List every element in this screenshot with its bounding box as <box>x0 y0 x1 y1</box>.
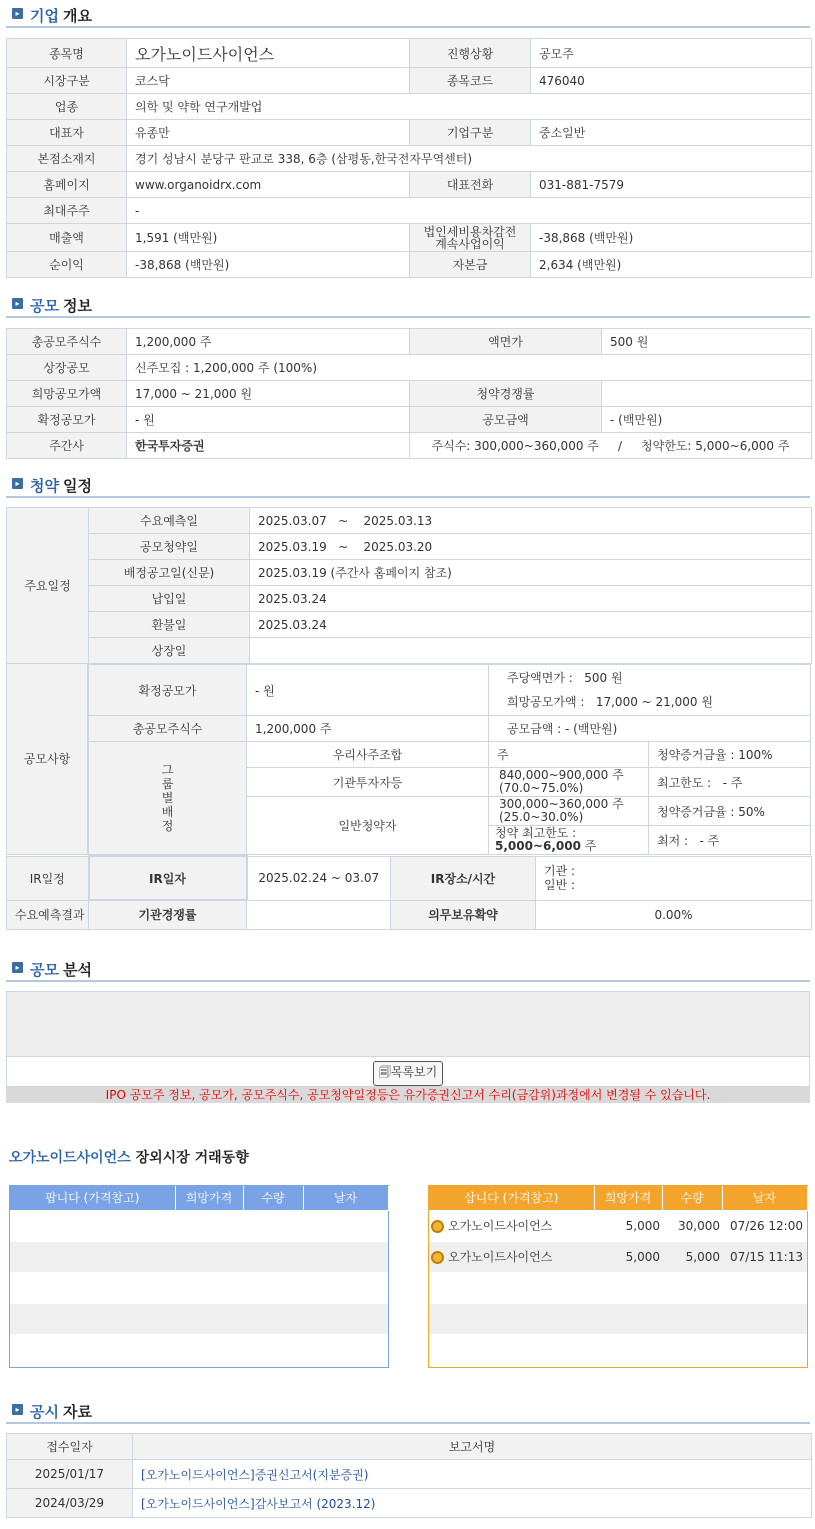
label-total-shares-2: 총공모주식수 <box>89 716 247 742</box>
arrow-bullet-icon: ▸ <box>12 8 23 19</box>
refund-date: 2025.03.24 <box>250 612 812 638</box>
label-offer-details: 공모사항 <box>6 663 88 855</box>
label-industry: 업종 <box>7 94 127 120</box>
label-offer-amount: 공모금액 <box>410 407 602 433</box>
disclosure-link[interactable]: [오가노이드사이언스]감사보고서 (2023.12) <box>133 1489 812 1518</box>
retail-limit-label: 청약 최고한도 : <box>495 826 577 840</box>
ir-place-inst: 기관 : <box>544 864 576 878</box>
label-demand-result: 수요예측결과 <box>7 900 89 929</box>
progress-status: 공모주 <box>531 39 812 68</box>
capital: 2,634 (백만원) <box>531 252 812 278</box>
label-market: 시장구분 <box>7 68 127 94</box>
table-row <box>429 1272 807 1303</box>
label-revenue: 매출액 <box>7 224 127 252</box>
group-retail-shares: 300,000~360,000 주 (25.0~30.0%) <box>489 797 649 826</box>
par-value-2: 주당액면가 : 500 원 <box>507 671 623 685</box>
market-type: 코스닥 <box>127 68 410 94</box>
final-price-2: - 원 <box>247 665 489 716</box>
section-title-accent: 공시 <box>30 1403 59 1421</box>
sell-header-name: 팝니다 (가격참고) <box>10 1186 175 1210</box>
buy-row-price: 5,000 <box>594 1210 662 1241</box>
table-row[interactable] <box>429 1241 807 1272</box>
notice-text: IPO 공모주 정보, 공모가, 공모주식수, 공모청약일정등은 유가증권신고서 수리(금감위)과정에서 변경될 수 있습니다. <box>6 1087 810 1103</box>
stock-code: 476040 <box>531 68 812 94</box>
sell-table <box>10 1186 389 1335</box>
label-refund-date: 환불일 <box>89 612 250 638</box>
label-ir-date: IR일자 <box>89 856 247 900</box>
listing-offer: 신주모집 : 1,200,000 주 (100%) <box>127 355 812 381</box>
label-stock-code: 종목코드 <box>410 68 531 94</box>
group-employee-shares: 주 <box>489 742 649 768</box>
label-total-shares: 총공모주식수 <box>7 329 127 355</box>
buy-row-date: 07/15 11:13 <box>722 1241 807 1272</box>
label-stock-name: 종목명 <box>7 39 127 68</box>
group-institutional-limit: 최고한도 : - 주 <box>649 768 811 797</box>
revenue: 1,591 (백만원) <box>127 224 410 252</box>
section-title: 개요 <box>62 7 92 25</box>
offering-info-table <box>6 328 812 459</box>
offer-details-table <box>88 664 811 855</box>
document-icon: 🗐 <box>378 1065 391 1079</box>
label-ir-schedule: IR일정 <box>7 856 89 900</box>
section-header-offering <box>6 292 810 318</box>
label-pretax-income: 법인세비용차감전 계속사업이익 <box>410 224 531 252</box>
table-row <box>10 1241 388 1272</box>
otc-title <box>9 1147 249 1167</box>
section-header-disclosure <box>6 1398 810 1424</box>
disclosure-date: 2025/01/17 <box>7 1460 133 1489</box>
total-shares-2: 1,200,000 주 <box>247 716 489 742</box>
buy-row-price: 5,000 <box>594 1241 662 1272</box>
par-hope-cell <box>489 665 811 716</box>
medal-icon <box>431 1251 444 1264</box>
ceo: 유종만 <box>127 120 410 146</box>
label-major-shareholder: 최대주주 <box>7 198 127 224</box>
list-view-label: 목록보기 <box>390 1065 438 1079</box>
sell-panel <box>9 1185 389 1368</box>
demand-forecast-date: 2025.03.07 ~ 2025.03.13 <box>250 508 812 534</box>
buy-row-qty: 30,000 <box>662 1210 722 1241</box>
table-row[interactable] <box>429 1210 807 1241</box>
group-employee-deposit: 청약증거금율 : 100% <box>649 742 811 768</box>
ir-place <box>536 856 812 900</box>
group-retail-limit <box>489 826 649 855</box>
sell-header-date: 날자 <box>303 1186 388 1210</box>
label-inst-competition: 기관경쟁률 <box>89 900 247 929</box>
section-title: 정보 <box>62 297 92 315</box>
major-shareholder: - <box>127 198 812 224</box>
table-row <box>429 1303 807 1334</box>
disclosure-link[interactable]: [오가노이드사이언스]증권신고서(지분증권) <box>133 1460 812 1489</box>
net-income: -38,868 (백만원) <box>127 252 410 278</box>
section-header-schedule <box>6 472 810 498</box>
sell-header-price: 희망가격 <box>175 1186 243 1210</box>
disclosure-header-title: 보고서명 <box>133 1434 812 1460</box>
label-progress: 진행상황 <box>410 39 531 68</box>
section-header-analysis <box>6 956 810 982</box>
underwriter-detail: 주식수: 300,000~360,000 주 / 청약한도: 5,000~6,000 주 <box>410 433 812 459</box>
sell-header-qty: 수량 <box>243 1186 303 1210</box>
medal-icon <box>431 1220 444 1233</box>
label-subscription-date: 공모청약일 <box>89 534 250 560</box>
buy-row-name[interactable]: 오가노이드사이언스 <box>448 1219 553 1233</box>
section-title-accent: 공모 <box>30 297 59 315</box>
label-homepage: 홈페이지 <box>7 172 127 198</box>
ir-place-retail: 일반 : <box>544 878 576 892</box>
label-hope-price: 희망공모가액 <box>7 381 127 407</box>
button-bar <box>6 1057 810 1087</box>
label-main-schedule: 주요일정 <box>7 508 89 664</box>
section-title: 자료 <box>62 1403 92 1421</box>
label-capital: 자본금 <box>410 252 531 278</box>
label-listing-offer: 상장공모 <box>7 355 127 381</box>
arrow-bullet-icon: ▸ <box>12 962 23 973</box>
label-phone: 대표전화 <box>410 172 531 198</box>
section-header-company <box>6 2 810 28</box>
label-group-allocation: 그 룹 별 배 정 <box>89 742 247 855</box>
analysis-box <box>6 991 810 1057</box>
section-title-accent: 공모 <box>30 961 59 979</box>
disclosure-date: 2024/03/29 <box>7 1489 133 1518</box>
label-company-type: 기업구분 <box>410 120 531 146</box>
label-listing-date: 상장일 <box>89 638 250 664</box>
label-final-price-2: 확정공모가 <box>89 665 247 716</box>
label-par-value: 액면가 <box>410 329 602 355</box>
disclosure-header-date: 접수일자 <box>7 1434 133 1460</box>
list-view-button[interactable] <box>373 1061 443 1086</box>
listing-date <box>250 638 812 664</box>
final-price: - 원 <box>127 407 410 433</box>
label-allocation-date: 배정공고일(신문) <box>89 560 250 586</box>
ir-table <box>6 855 812 930</box>
buy-row-date: 07/26 12:00 <box>722 1210 807 1241</box>
disclosure-table <box>6 1433 812 1518</box>
payment-date: 2025.03.24 <box>250 586 812 612</box>
buy-panel <box>428 1185 808 1368</box>
retail-limit-unit: 주 <box>580 839 597 853</box>
otc-title-rest: 장외시장 거래동향 <box>130 1150 249 1166</box>
hope-price: 17,000 ~ 21,000 원 <box>127 381 410 407</box>
offer-amount-2: 공모금액 : - (백만원) <box>489 716 811 742</box>
par-value: 500 원 <box>602 329 812 355</box>
main-schedule-table <box>6 507 812 664</box>
company-overview-table <box>6 38 812 278</box>
group-institutional-shares: 840,000~900,000 주 (70.0~75.0%) <box>489 768 649 797</box>
buy-table <box>429 1186 808 1335</box>
table-row <box>10 1210 388 1241</box>
allocation-date: 2025.03.19 (주간사 홈페이지 참조) <box>250 560 812 586</box>
group-institutional: 기관투자자등 <box>247 768 489 797</box>
industry: 의학 및 약학 연구개발업 <box>127 94 812 120</box>
buy-header-qty: 수량 <box>662 1186 722 1210</box>
label-net-income: 순이익 <box>7 252 127 278</box>
section-title: 분석 <box>62 961 92 979</box>
competition-rate <box>602 381 812 407</box>
group-retail-min: 최저 : - 주 <box>649 826 811 855</box>
address: 경기 성남시 분당구 판교로 338, 6층 (삼평동,한국전자무역센터) <box>127 146 812 172</box>
label-payment-date: 납입일 <box>89 586 250 612</box>
total-shares: 1,200,000 주 <box>127 329 410 355</box>
company-type: 중소일반 <box>531 120 812 146</box>
table-row <box>10 1303 388 1334</box>
subscription-date: 2025.03.19 ~ 2025.03.20 <box>250 534 812 560</box>
homepage-link[interactable]: www.organoidrx.com <box>127 172 410 198</box>
lockup-rate: 0.00% <box>536 900 812 929</box>
group-retail: 일반청약자 <box>247 797 489 855</box>
pretax-income: -38,868 (백만원) <box>531 224 812 252</box>
label-final-price: 확정공모가 <box>7 407 127 433</box>
retail-limit-value: 5,000~6,000 <box>495 839 581 853</box>
label-address: 본점소재지 <box>7 146 127 172</box>
section-title: 일정 <box>62 477 92 495</box>
ir-date: 2025.02.24 ~ 03.07 <box>247 856 391 900</box>
offer-amount: - (백만원) <box>602 407 812 433</box>
arrow-bullet-icon: ▸ <box>12 1404 23 1415</box>
arrow-bullet-icon: ▸ <box>12 298 23 309</box>
phone: 031-881-7579 <box>531 172 812 198</box>
section-title-accent: 청약 <box>30 477 59 495</box>
buy-header-name: 삽니다 (가격참고) <box>429 1186 594 1210</box>
section-title-accent: 기업 <box>30 7 59 25</box>
label-lockup: 의무보유확약 <box>391 900 536 929</box>
underwriter: 한국투자증권 <box>127 433 410 459</box>
buy-row-name[interactable]: 오가노이드사이언스 <box>448 1250 553 1264</box>
stock-name: 오가노이드사이언스 <box>127 39 410 68</box>
label-ir-place: IR장소/시간 <box>391 856 536 900</box>
inst-competition <box>247 900 391 929</box>
otc-title-company: 오가노이드사이언스 <box>9 1150 131 1166</box>
hope-price-2: 희망공모가액 : 17,000 ~ 21,000 원 <box>507 695 713 709</box>
table-row <box>10 1272 388 1303</box>
label-demand-forecast: 수요예측일 <box>89 508 250 534</box>
arrow-bullet-icon: ▸ <box>12 478 23 489</box>
buy-header-price: 희망가격 <box>594 1186 662 1210</box>
buy-header-date: 날자 <box>722 1186 807 1210</box>
group-retail-deposit: 청약증거금율 : 50% <box>649 797 811 826</box>
label-underwriter: 주간사 <box>7 433 127 459</box>
label-ceo: 대표자 <box>7 120 127 146</box>
group-employee-stock: 우리사주조합 <box>247 742 489 768</box>
buy-row-qty: 5,000 <box>662 1241 722 1272</box>
label-competition-rate: 청약경쟁률 <box>410 381 602 407</box>
